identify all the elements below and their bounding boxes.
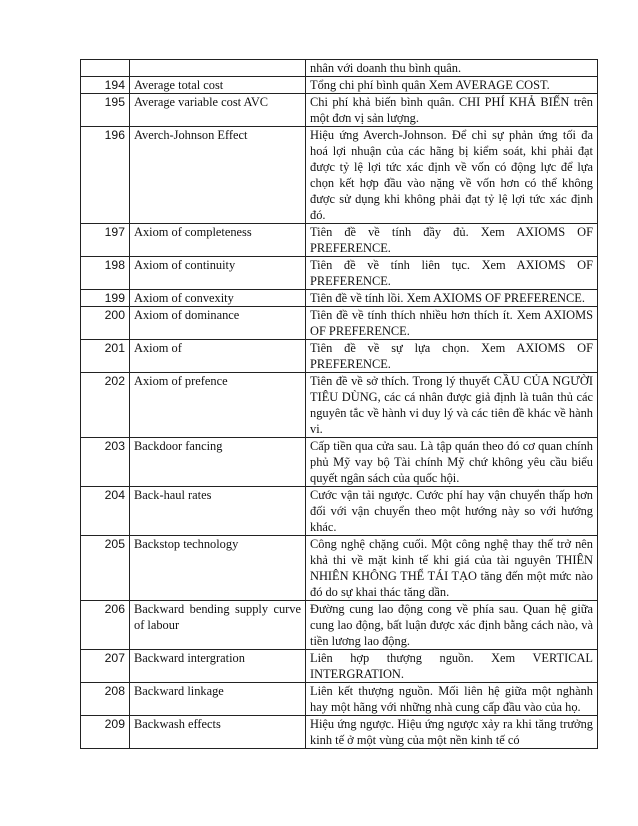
table-row xyxy=(81,127,598,224)
entry-term: Axiom of continuity xyxy=(130,257,306,290)
table-row xyxy=(81,487,598,536)
table-row xyxy=(81,307,598,340)
entry-definition: Cấp tiền qua cửa sau. Là tập quán theo đó cơ quan chính phủ Mỹ vay bộ Tài chính Mỹ chứ không yêu cầu biểu quyết ngân sách của quốc hội. xyxy=(306,438,598,487)
entry-definition: Công nghệ chặng cuối. Một công nghệ thay thế trở nên khả thi về mặt kinh tế khi giá của tài nguyên THIÊN NHIÊN KHÔNG THỂ TÁI TẠO tăng đến một mức nào đó do sự khai thác tăng dần. xyxy=(306,536,598,601)
entry-number: 196 xyxy=(81,127,130,224)
entry-number: 194 xyxy=(81,77,130,94)
entry-definition-text: Hiệu ứng ngược. Hiệu ứng ngược xảy ra khi tăng trưởng kinh tế ở một vùng của một nền kinh tế có xyxy=(310,717,593,747)
entry-definition: Liên hợp thượng nguồn. Xem VERTICAL INTERGRATION. xyxy=(306,650,598,683)
entry-definition: Tổng chi phí bình quân Xem AVERAGE COST. xyxy=(306,77,598,94)
entry-number: 197 xyxy=(81,224,130,257)
entry-number: 204 xyxy=(81,487,130,536)
entry-number: 199 xyxy=(81,290,130,307)
table-row xyxy=(81,290,598,307)
table-row xyxy=(81,94,598,127)
entry-definition xyxy=(306,716,598,749)
table-row xyxy=(81,257,598,290)
entry-definition: Liên kết thượng nguồn. Mối liên hệ giữa một nghành hay một hãng với những nhà cung cấp đầu vào của họ. xyxy=(306,683,598,716)
table-row xyxy=(81,536,598,601)
entry-definition: Đường cung lao động cong về phía sau. Quan hệ giữa cung lao động, bất luận được xác định bằng cách nào, và tiền lương lao động. xyxy=(306,601,598,650)
entry-term: Backdoor fancing xyxy=(130,438,306,487)
entry-number: 205 xyxy=(81,536,130,601)
entry-definition: Cước vận tải ngược. Cước phí hay vận chuyển thấp hơn đối với vận chuyển theo một hướng này so với hướng khác. xyxy=(306,487,598,536)
entry-term: Axiom of dominance xyxy=(130,307,306,340)
table-row xyxy=(81,224,598,257)
table-row xyxy=(81,716,598,749)
entry-term: Back-haul rates xyxy=(130,487,306,536)
entry-number: 200 xyxy=(81,307,130,340)
entry-number: 198 xyxy=(81,257,130,290)
entry-term: Axiom of convexity xyxy=(130,290,306,307)
entry-term: Axiom of prefence xyxy=(130,373,306,438)
table-row xyxy=(81,601,598,650)
entry-term: Backward bending supply curve of labour xyxy=(130,601,306,650)
entry-term: Axiom of xyxy=(130,340,306,373)
entry-number: 207 xyxy=(81,650,130,683)
entry-term: Average total cost xyxy=(130,77,306,94)
entry-term: Averch-Johnson Effect xyxy=(130,127,306,224)
table-row xyxy=(81,683,598,716)
entry-number: 195 xyxy=(81,94,130,127)
entry-number: 203 xyxy=(81,438,130,487)
glossary-table xyxy=(80,59,598,749)
entry-definition: Tiên đề về sở thích. Trong lý thuyết CẦU CỦA NGƯỜI TIÊU DÙNG, các cá nhân được giả định là tuân thủ các nguyên tắc về hành vi duy lý và các tiên đề khác về hành vi. xyxy=(306,373,598,438)
entry-term: Axiom of completeness xyxy=(130,224,306,257)
entry-number: 209 xyxy=(81,716,130,749)
table-row xyxy=(81,650,598,683)
table-row xyxy=(81,438,598,487)
entry-number: 202 xyxy=(81,373,130,438)
entry-definition: Hiệu ứng Averch-Johnson. Để chỉ sự phản ứng tối đa hoá lợi nhuận của các hãng bị kiểm soát, khi phải đạt được tỷ lệ lợi tức xác định về vốn có động lực để lựa chọn kết hợp đầu vào nặng về vốn hơn có thể không được sử dụng khi không phải đạt tỷ lệ lợi tức xác định đó. xyxy=(306,127,598,224)
entry-definition: Chi phí khả biến bình quân. CHI PHÍ KHẢ BIẾN trên một đơn vị sản lượng. xyxy=(306,94,598,127)
entry-number: 206 xyxy=(81,601,130,650)
table-row xyxy=(81,340,598,373)
entry-definition: Tiên đề về tính lồi. Xem AXIOMS OF PREFERENCE. xyxy=(306,290,598,307)
entry-definition: Tiên đề về sự lựa chọn. Xem AXIOMS OF PREFERENCE. xyxy=(306,340,598,373)
table-row xyxy=(81,373,598,438)
table-row xyxy=(81,77,598,94)
table-row xyxy=(81,60,598,77)
entry-number: 208 xyxy=(81,683,130,716)
entry-term: Average variable cost AVC xyxy=(130,94,306,127)
entry-definition: Tiên đề về tính thích nhiều hơn thích ít. Xem AXIOMS OF PREFERENCE. xyxy=(306,307,598,340)
entry-term: Backward intergration xyxy=(130,650,306,683)
entry-term: Backwash effects xyxy=(130,716,306,749)
entry-term: Backstop technology xyxy=(130,536,306,601)
entry-definition: Tiên đề về tính liên tục. Xem AXIOMS OF PREFERENCE. xyxy=(306,257,598,290)
entry-number xyxy=(81,60,130,77)
entry-term xyxy=(130,60,306,77)
entry-definition: nhân với doanh thu bình quân. xyxy=(306,60,598,77)
entry-definition: Tiên đề về tính đầy đủ. Xem AXIOMS OF PREFERENCE. xyxy=(306,224,598,257)
entry-term: Backward linkage xyxy=(130,683,306,716)
entry-number: 201 xyxy=(81,340,130,373)
